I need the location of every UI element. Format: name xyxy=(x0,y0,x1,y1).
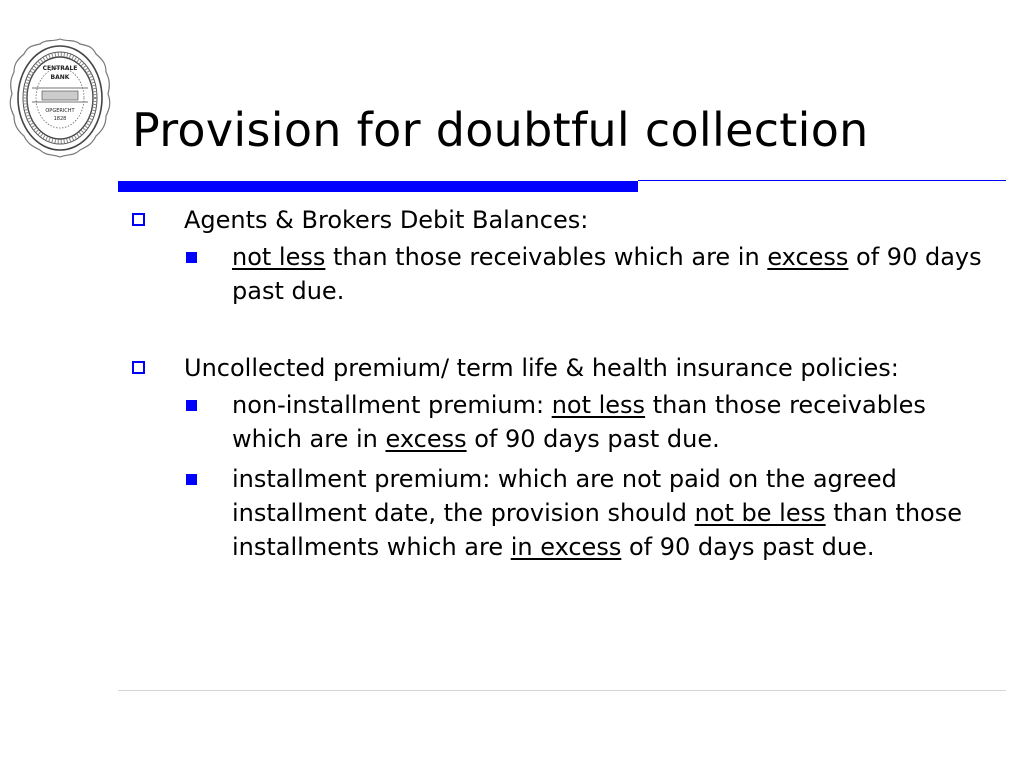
title-underline-thin xyxy=(638,180,1006,181)
bullet-text: Uncollected premium/ term life & health insurance policies: xyxy=(184,354,899,382)
sub-bullet-installment xyxy=(128,462,998,564)
underlined-text: in excess xyxy=(510,533,622,561)
underlined-text: not less xyxy=(551,391,646,419)
title-underline-thick xyxy=(118,181,638,192)
sub-bullet-text: installment premium: which are not paid on the agreed installment date, the provision should not be less than those installments which are in excess of 90 days past due. xyxy=(232,465,962,561)
underlined-text: not less xyxy=(232,243,326,271)
bullet-uncollected-premium xyxy=(128,352,998,385)
filled-square-bullet-icon xyxy=(186,252,197,263)
footer-divider xyxy=(118,690,1006,691)
central-bank-seal-icon xyxy=(8,36,112,160)
underlined-text: excess xyxy=(767,243,849,271)
sub-bullet-non-installment xyxy=(128,388,998,456)
svg-text:1828: 1828 xyxy=(53,116,67,122)
slide-title: Provision for doubtful collection xyxy=(132,103,869,157)
svg-text:OPGERICHT: OPGERICHT xyxy=(45,108,75,114)
sub-bullet-text: not less than those receivables which are in excess of 90 days past due. xyxy=(232,243,982,305)
filled-square-bullet-icon xyxy=(186,474,197,485)
svg-text:CENTRALE: CENTRALE xyxy=(42,65,78,72)
sub-bullet-text: non-installment premium: not less than those receivables which are in excess of 90 days past due. xyxy=(232,391,926,453)
hollow-square-bullet-icon xyxy=(132,213,145,226)
hollow-square-bullet-icon xyxy=(132,361,145,374)
underlined-text: excess xyxy=(385,425,467,453)
sub-bullet-not-less xyxy=(128,240,998,308)
filled-square-bullet-icon xyxy=(186,400,197,411)
underlined-text: not be less xyxy=(694,499,826,527)
bullet-text: Agents & Brokers Debit Balances: xyxy=(184,206,589,234)
bullet-agents-brokers xyxy=(128,204,998,237)
svg-text:BANK: BANK xyxy=(50,74,70,81)
slide-body xyxy=(128,204,998,564)
